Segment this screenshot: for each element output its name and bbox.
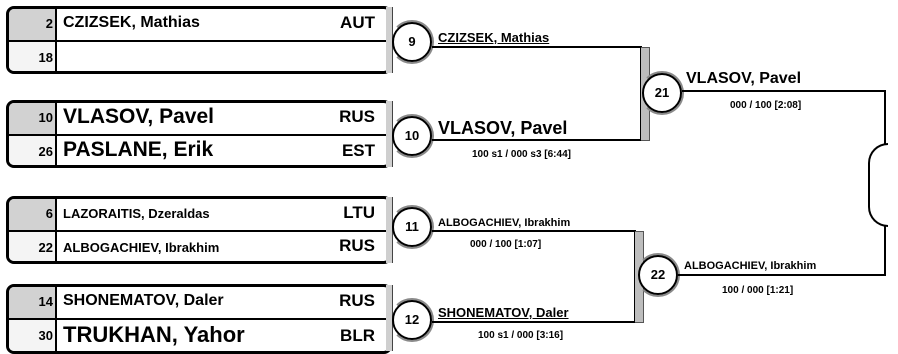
bout-number-badge: 12 — [392, 300, 432, 340]
advancing-athlete[interactable]: ALBOGACHIEV, Ibrakhim — [438, 217, 571, 229]
bracket-line — [432, 321, 634, 323]
athlete-nation: RUS — [339, 236, 375, 255]
entry-frame — [6, 196, 392, 264]
seed-number: 30 — [38, 328, 53, 343]
entry-block — [6, 196, 392, 264]
seed-number: 18 — [38, 50, 53, 65]
seed-number: 14 — [38, 294, 53, 309]
bracket-line — [432, 230, 634, 232]
entry-divider — [9, 230, 389, 232]
seed-number: 26 — [38, 144, 53, 159]
entry-frame — [6, 100, 392, 168]
bout-score: 000 / 100 [2:08] — [730, 100, 802, 111]
advancing-athlete[interactable]: VLASOV, Pavel — [686, 70, 802, 87]
bout-number-badge: 21 — [642, 73, 682, 113]
bout-number-badge: 9 — [392, 22, 432, 62]
athlete-nation: BLR — [340, 326, 375, 345]
bracket-line — [432, 46, 640, 48]
athlete-name[interactable]: VLASOV, Pavel — [63, 105, 214, 128]
entry-frame — [6, 284, 392, 354]
athlete-name[interactable]: PASLANE, Erik — [63, 138, 214, 161]
bout-score: 100 s1 / 000 s3 [6:44] — [472, 149, 571, 160]
seed-number: 10 — [38, 110, 53, 125]
seed-number: 6 — [45, 206, 53, 221]
bracket-line — [678, 274, 885, 276]
advancing-athlete[interactable]: SHONEMATOV, Daler — [438, 305, 569, 320]
athlete-name[interactable]: CZIZSEK, Mathias — [63, 14, 200, 31]
entry-divider — [9, 40, 389, 42]
advancing-athlete[interactable]: VLASOV, Pavel — [438, 118, 568, 138]
bout-score: 100 s1 / 000 [3:16] — [478, 330, 564, 341]
seed-number: 22 — [38, 240, 53, 255]
advancing-athlete[interactable]: CZIZSEK, Mathias — [438, 30, 550, 45]
bout-number-badge: 22 — [638, 255, 678, 295]
bracket-line — [432, 139, 640, 141]
athlete-nation: RUS — [339, 291, 375, 310]
seed-number: 2 — [45, 16, 53, 31]
bout-number-badge: 10 — [392, 116, 432, 156]
entry-divider — [9, 318, 389, 320]
entry-block — [6, 100, 392, 168]
athlete-nation: AUT — [340, 13, 375, 32]
athlete-name[interactable]: TRUKHAN, Yahor — [63, 322, 245, 347]
entry-block — [6, 284, 392, 354]
athlete-name[interactable]: LAZORAITIS, Dzeraldas — [63, 206, 210, 221]
athlete-nation: RUS — [339, 107, 375, 126]
entry-divider — [9, 134, 389, 136]
bout-score: 000 / 100 [1:07] — [470, 239, 542, 250]
entry-frame — [6, 6, 392, 74]
athlete-nation: EST — [341, 141, 375, 160]
advancing-athlete[interactable]: ALBOGACHIEV, Ibrakhim — [684, 260, 817, 272]
bout-score: 100 / 000 [1:21] — [722, 285, 794, 296]
bracket-line — [682, 90, 885, 92]
next-bout-marker — [868, 143, 888, 227]
athlete-nation: LTU — [343, 203, 375, 222]
entry-block — [6, 6, 392, 74]
bout-number-badge: 11 — [392, 207, 432, 247]
athlete-name[interactable]: ALBOGACHIEV, Ibrakhim — [63, 240, 220, 255]
athlete-name[interactable]: SHONEMATOV, Daler — [63, 292, 224, 309]
